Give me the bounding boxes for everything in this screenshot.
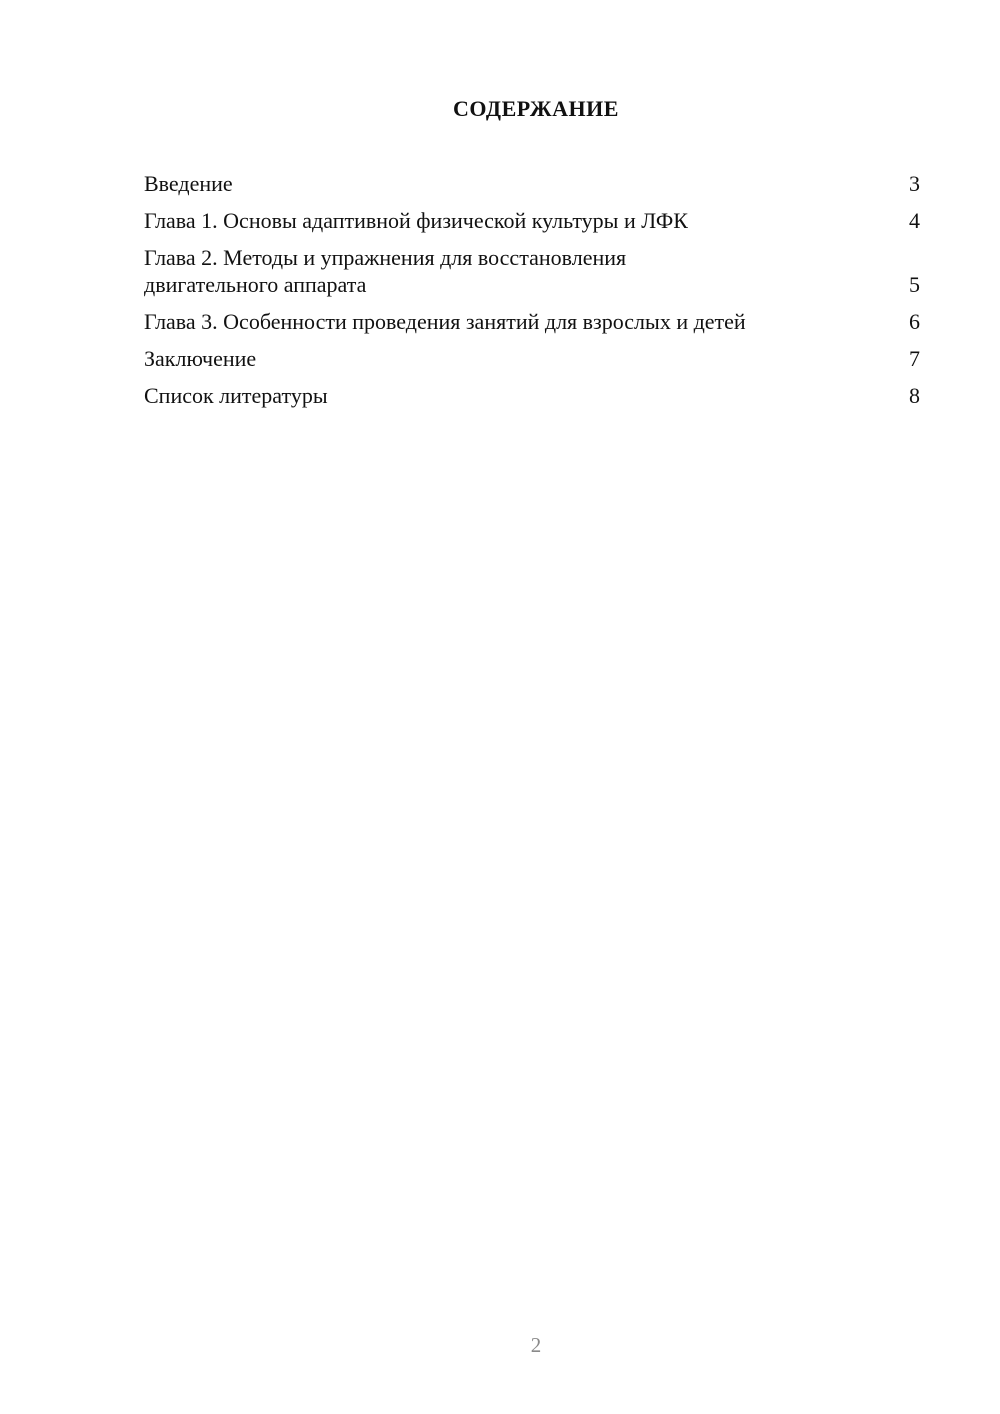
toc-entry-title: Глава 2. Методы и упражнения для восстановления двигательного аппарата — [144, 245, 627, 297]
toc-entry-page: 3 — [909, 171, 920, 196]
page-title: СОДЕРЖАНИЕ — [453, 96, 619, 121]
toc-entry-conclusion — [144, 345, 920, 372]
toc-entry-introduction — [144, 170, 920, 197]
toc-entry-title: Введение — [144, 171, 233, 196]
toc-entry-chapter-1 — [144, 207, 920, 234]
toc-entry-page: 7 — [909, 346, 920, 371]
toc-entry-chapter-2 — [144, 244, 920, 298]
toc-entry-page: 6 — [909, 309, 920, 334]
table-of-contents — [144, 170, 920, 419]
toc-entry-page: 4 — [909, 208, 920, 233]
toc-entry-page: 8 — [909, 383, 920, 408]
toc-entry-references — [144, 382, 920, 409]
toc-entry-page: 5 — [909, 272, 920, 297]
toc-entry-chapter-3 — [144, 308, 920, 335]
toc-entry-title: Список литературы — [144, 383, 328, 408]
toc-entry-title: Глава 1. Основы адаптивной физической культуры и ЛФК — [144, 208, 688, 233]
toc-entry-title: Глава 3. Особенности проведения занятий для взрослых и детей — [144, 309, 746, 334]
page-number: 2 — [530, 1333, 542, 1357]
toc-entry-title: Заключение — [144, 346, 257, 371]
